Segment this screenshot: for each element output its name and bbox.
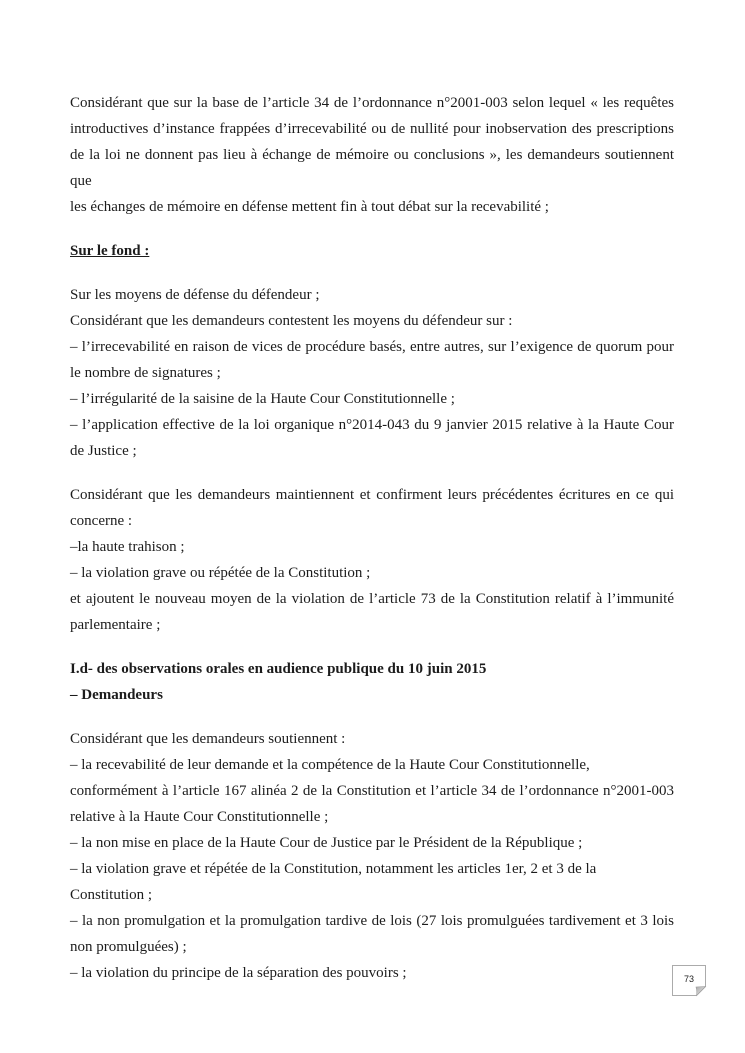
text-line: parlementaire ; — [70, 617, 161, 633]
text-line: de la loi ne donnent pas lieu à échange de mémoire ou conclusions », les demandeurs soutiennent que — [70, 147, 674, 189]
blank-line — [70, 464, 674, 482]
text-line: de Justice ; — [70, 443, 137, 459]
document-body — [70, 90, 674, 986]
text-line: – la recevabilité de leur demande et la compétence de la Haute Cour Constitutionnelle, — [70, 757, 590, 773]
text-line: – l’application effective de la loi organique n°2014-043 du 9 janvier 2015 relative à la Haute Cour — [70, 417, 674, 433]
text-line: – la violation grave ou répétée de la Constitution ; — [70, 565, 371, 581]
text-line: – la non mise en place de la Haute Cour de Justice par le Président de la République ; — [70, 835, 583, 851]
text-line: relative à la Haute Cour Constitutionnelle ; — [70, 809, 329, 825]
text-line: concerne : — [70, 513, 133, 529]
blank-line — [70, 708, 674, 726]
text-line: Sur le fond : — [70, 243, 150, 259]
text-line: non promulguées) ; — [70, 939, 187, 955]
text-line: – l’irrégularité de la saisine de la Haute Cour Constitutionnelle ; — [70, 391, 455, 407]
text-line: – Demandeurs — [70, 687, 163, 703]
text-line: Constitution ; — [70, 887, 153, 903]
text-line: les échanges de mémoire en défense mettent fin à tout débat sur la recevabilité ; — [70, 199, 549, 215]
blank-line — [70, 220, 674, 238]
text-line: – la non promulgation et la promulgation tardive de lois (27 lois promulguées tardivement et 3 lois — [70, 913, 674, 929]
text-line: conformément à l’article 167 alinéa 2 de la Constitution et l’article 34 de l’ordonnance n°2001-003 — [70, 783, 674, 799]
text-line: – la violation du principe de la séparation des pouvoirs ; — [70, 965, 407, 981]
text-line: Considérant que les demandeurs maintiennent et confirment leurs précédentes écritures en ce qui — [70, 487, 674, 503]
text-line: – la violation grave et répétée de la Constitution, notamment les articles 1er, 2 et 3 de la — [70, 861, 597, 877]
text-line: le nombre de signatures ; — [70, 365, 221, 381]
text-line: – l’irrecevabilité en raison de vices de procédure basés, entre autres, sur l’exigence de quorum pour — [70, 339, 674, 355]
text-line: introductives d’instance frappées d’irrecevabilité ou de nullité pour inobservation des prescriptions — [70, 121, 674, 137]
page-number-box — [672, 965, 710, 999]
text-line: Sur les moyens de défense du défendeur ; — [70, 287, 320, 303]
page-number: 73 — [683, 974, 694, 984]
blank-line — [70, 638, 674, 656]
text-line: Considérant que les demandeurs contestent les moyens du défendeur sur : — [70, 313, 513, 329]
text-line: I.d- des observations orales en audience publique du 10 juin 2015 — [70, 661, 487, 677]
blank-line — [70, 264, 674, 282]
text-line: –la haute trahison ; — [70, 539, 185, 555]
text-line: Considérant que les demandeurs soutiennent : — [70, 731, 346, 747]
text-line: Considérant que sur la base de l’article 34 de l’ordonnance n°2001-003 selon lequel « les requêtes — [70, 95, 674, 111]
text-line: et ajoutent le nouveau moyen de la violation de l’article 73 de la Constitution relatif à l’immunité — [70, 591, 674, 607]
